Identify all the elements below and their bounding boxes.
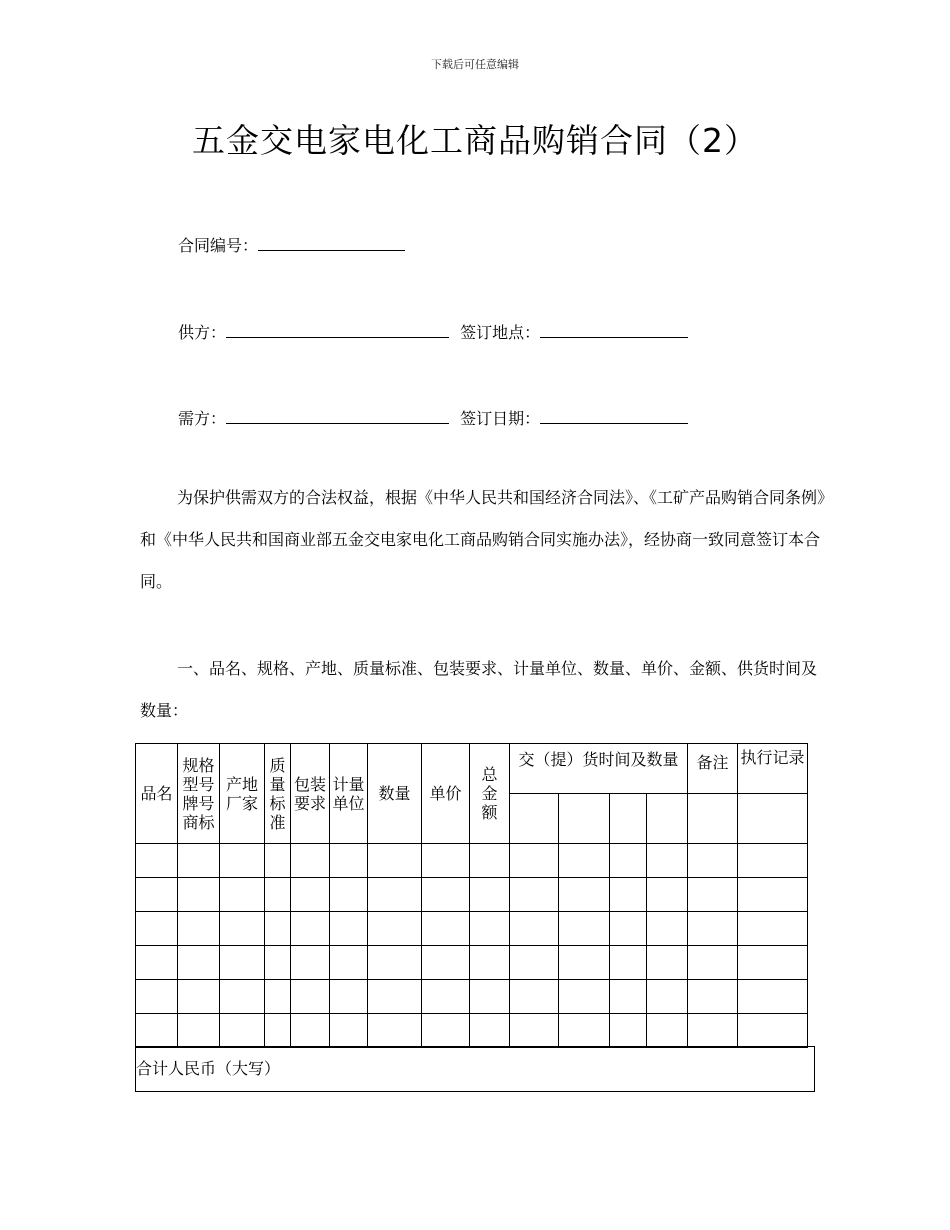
contract-number-field[interactable] [258,236,405,251]
table-cell[interactable] [422,912,470,946]
supplier-field[interactable] [226,323,449,338]
table-cell[interactable] [470,912,510,946]
table-cell[interactable] [470,946,510,980]
buyer-line [178,406,688,429]
table-cell[interactable] [738,844,808,878]
table-cell[interactable] [291,1014,330,1048]
table-cell[interactable] [688,980,738,1014]
sign-place-field[interactable] [540,323,688,338]
table-cell[interactable] [647,878,688,912]
table-cell[interactable] [559,1014,610,1048]
table-row [136,912,808,946]
table-cell[interactable] [647,844,688,878]
table-cell[interactable] [291,980,330,1014]
buyer-field[interactable] [226,409,449,424]
table-cell[interactable] [178,1014,220,1048]
table-cell[interactable] [330,844,368,878]
clause-1-text: 一、品名、规格、产地、质量标准、包装要求、计量单位、数量、单价、金额、供货时间及数量： [140,659,818,720]
supplier-label: 供方： [178,323,227,342]
table-cell[interactable] [738,1014,808,1048]
table-cell[interactable] [291,946,330,980]
clause-1-paragraph [140,648,824,732]
document-title: 五金交电家电化工商品购销合同（2） [192,121,758,160]
table-row [136,844,808,878]
table-cell[interactable] [220,1014,265,1048]
delivery-subcell[interactable] [610,794,647,844]
table-cell[interactable] [265,1014,291,1048]
supplier-line [178,320,688,343]
table-cell[interactable] [422,946,470,980]
header-note: 下载后可任意编辑 [431,58,519,71]
table-cell[interactable] [220,912,265,946]
header-spec: 规格型号牌号商标 [178,744,220,844]
table-cell[interactable] [265,946,291,980]
table-cell[interactable] [470,878,510,912]
table-cell[interactable] [510,946,559,980]
table-cell[interactable] [368,844,422,878]
table-cell[interactable] [688,946,738,980]
header-execution: 执行记录 [738,744,808,794]
table-cell[interactable] [291,844,330,878]
table-cell[interactable] [265,878,291,912]
table-cell[interactable] [510,1014,559,1048]
execution-subcell[interactable] [738,794,808,844]
table-cell[interactable] [510,980,559,1014]
table-cell[interactable] [136,1014,178,1048]
table-row [136,1014,808,1048]
table-cell[interactable] [136,980,178,1014]
table-cell[interactable] [136,946,178,980]
table-cell[interactable] [178,946,220,980]
table-cell[interactable] [610,1014,647,1048]
table-cell[interactable] [422,878,470,912]
table-cell[interactable] [688,844,738,878]
table-cell[interactable] [178,844,220,878]
table-cell[interactable] [738,946,808,980]
table-cell[interactable] [330,1014,368,1048]
table-row [136,878,808,912]
table-cell[interactable] [422,980,470,1014]
table-cell[interactable] [330,946,368,980]
table-cell[interactable] [559,844,610,878]
table-cell[interactable] [178,878,220,912]
table-cell[interactable] [688,878,738,912]
table-cell[interactable] [220,980,265,1014]
table-cell[interactable] [136,878,178,912]
table-cell[interactable] [368,1014,422,1048]
table-cell[interactable] [610,946,647,980]
table-cell[interactable] [136,912,178,946]
table-cell[interactable] [368,878,422,912]
buyer-label: 需方： [178,409,227,428]
header-delivery: 交（提）货时间及数量 [510,744,688,794]
table-cell[interactable] [610,980,647,1014]
table-cell[interactable] [368,946,422,980]
table-cell[interactable] [265,980,291,1014]
preamble-text: 为保护供需双方的合法权益，根据《中华人民共和国经济合同法》、《工矿产品购销合同条例》和《中华人民共和国商业部五金交电家电化工商品购销合同实施办法》，经协商一致同意签订本合同。 [140,488,826,591]
header-unit-price: 单价 [422,744,470,844]
header-remarks: 备注 [688,744,738,794]
table-cell[interactable] [647,946,688,980]
delivery-subcell[interactable] [510,794,559,844]
table-cell[interactable] [422,844,470,878]
table-cell[interactable] [330,980,368,1014]
table-cell[interactable] [647,1014,688,1048]
table-cell[interactable] [647,912,688,946]
table-row [136,980,808,1014]
table-cell[interactable] [559,912,610,946]
table-cell[interactable] [510,912,559,946]
header-name: 品名 [136,744,178,844]
table-cell[interactable] [510,878,559,912]
table-cell[interactable] [738,980,808,1014]
table-cell[interactable] [610,912,647,946]
table-cell[interactable] [291,912,330,946]
table-cell[interactable] [738,912,808,946]
header-origin: 产地厂家 [220,744,265,844]
table-cell[interactable] [647,980,688,1014]
remarks-subcell[interactable] [688,794,738,844]
header-total-amount: 总金额 [470,744,510,844]
sign-date-label: 签订日期： [460,409,541,428]
table-cell[interactable] [368,912,422,946]
table-cell[interactable] [688,912,738,946]
header-unit: 计量单位 [330,744,368,844]
table-cell[interactable] [136,844,178,878]
table-cell[interactable] [220,878,265,912]
total-rmb-row[interactable] [135,1046,815,1092]
table-cell[interactable] [610,844,647,878]
table-cell[interactable] [178,980,220,1014]
table-row [136,946,808,980]
table-cell[interactable] [422,1014,470,1048]
preamble-paragraph [140,477,830,603]
table-cell[interactable] [559,946,610,980]
items-table [135,743,808,1048]
table-cell[interactable] [330,912,368,946]
header-quantity: 数量 [368,744,422,844]
table-cell[interactable] [291,878,330,912]
delivery-subcell[interactable] [559,794,610,844]
table-cell[interactable] [220,946,265,980]
sign-date-field[interactable] [540,409,688,424]
table-cell[interactable] [688,1014,738,1048]
table-cell[interactable] [368,980,422,1014]
table-cell[interactable] [265,844,291,878]
table-cell[interactable] [220,844,265,878]
header-packaging: 包装要求 [291,744,330,844]
table-cell[interactable] [510,844,559,878]
sign-place-label: 签订地点： [460,323,541,342]
table-cell[interactable] [559,980,610,1014]
table-cell[interactable] [178,912,220,946]
table-cell[interactable] [738,878,808,912]
table-cell[interactable] [470,844,510,878]
contract-number-line [178,233,405,256]
delivery-subcell[interactable] [647,794,688,844]
table-cell[interactable] [610,878,647,912]
table-cell[interactable] [470,1014,510,1048]
table-cell[interactable] [470,980,510,1014]
table-cell[interactable] [265,912,291,946]
total-rmb-label: 合计人民币（大写） [136,1059,281,1078]
header-quality: 质量标准 [265,744,291,844]
table-cell[interactable] [559,878,610,912]
contract-number-label: 合同编号： [178,236,259,255]
table-cell[interactable] [330,878,368,912]
